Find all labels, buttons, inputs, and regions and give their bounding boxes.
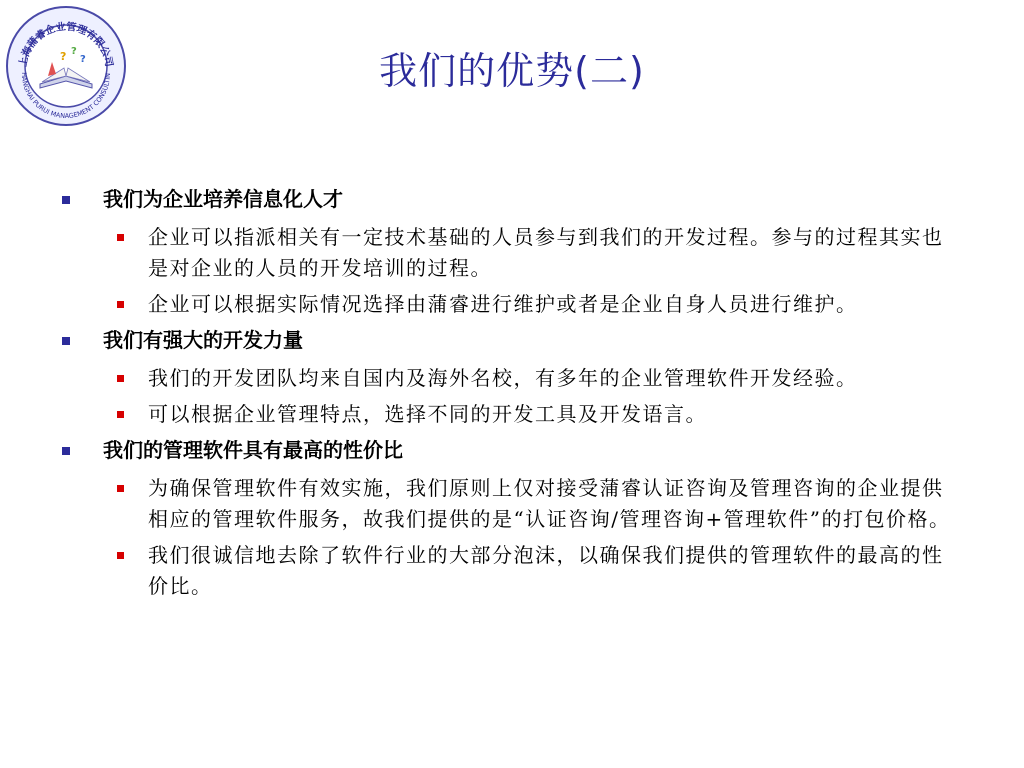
svg-text:?: ? [71, 46, 77, 57]
square-bullet-icon [117, 411, 124, 418]
section-heading [60, 435, 960, 466]
bullet-item-text: 企业可以指派相关有一定技术基础的人员参与到我们的开发过程。参与的过程其实也是对企业的人员的开发培训的过程。 [148, 225, 944, 280]
section-heading [60, 325, 960, 356]
bullet-item-text: 可以根据企业管理特点，选择不同的开发工具及开发语言。 [148, 402, 707, 426]
svg-text:SHANGHAI PURUI MANAGEMENT CONS: HANGHAI PURUI MANAGEMENT CONSULTIN [19, 72, 113, 121]
square-bullet-icon [62, 196, 70, 204]
bullet-item [60, 473, 960, 535]
svg-text:?: ? [60, 50, 67, 63]
section-heading-text: 我们的管理软件具有最高的性价比 [103, 438, 403, 462]
bullet-item [60, 399, 960, 430]
square-bullet-icon [62, 447, 70, 455]
bullet-item-text: 我们很诚信地去除了软件行业的大部分泡沫，以确保我们提供的管理软件的最高的性价比。 [148, 543, 944, 598]
square-bullet-icon [117, 375, 124, 382]
square-bullet-icon [62, 337, 70, 345]
svg-text:上海蒲睿企业管理有限公司: 上海蒲睿企业管理有限公司 [17, 21, 115, 68]
svg-text:?: ? [80, 54, 86, 65]
bullet-item-text: 我们的开发团队均来自国内及海外名校，有多年的企业管理软件开发经验。 [148, 366, 858, 390]
section-heading-text: 我们为企业培养信息化人才 [103, 187, 343, 211]
bullet-item-text: 为确保管理软件有效实施，我们原则上仅对接受蒲睿认证咨询及管理咨询的企业提供相应的管理软件服务，故我们提供的是“认证咨询/管理咨询+管理软件”的打包价格。 [148, 476, 951, 531]
square-bullet-icon [117, 552, 124, 559]
bullet-item [60, 222, 960, 284]
slide-title: 我们的优势(二) [379, 49, 645, 93]
bullet-item [60, 363, 960, 394]
bullet-item [60, 540, 960, 602]
square-bullet-icon [117, 234, 124, 241]
square-bullet-icon [117, 301, 124, 308]
bullet-item-text: 企业可以根据实际情况选择由蒲睿进行维护或者是企业自身人员进行维护。 [148, 292, 858, 316]
bullet-content [60, 184, 960, 607]
bullet-item [60, 289, 960, 320]
section-heading [60, 184, 960, 215]
square-bullet-icon [117, 485, 124, 492]
section-heading-text: 我们有强大的开发力量 [103, 328, 303, 352]
